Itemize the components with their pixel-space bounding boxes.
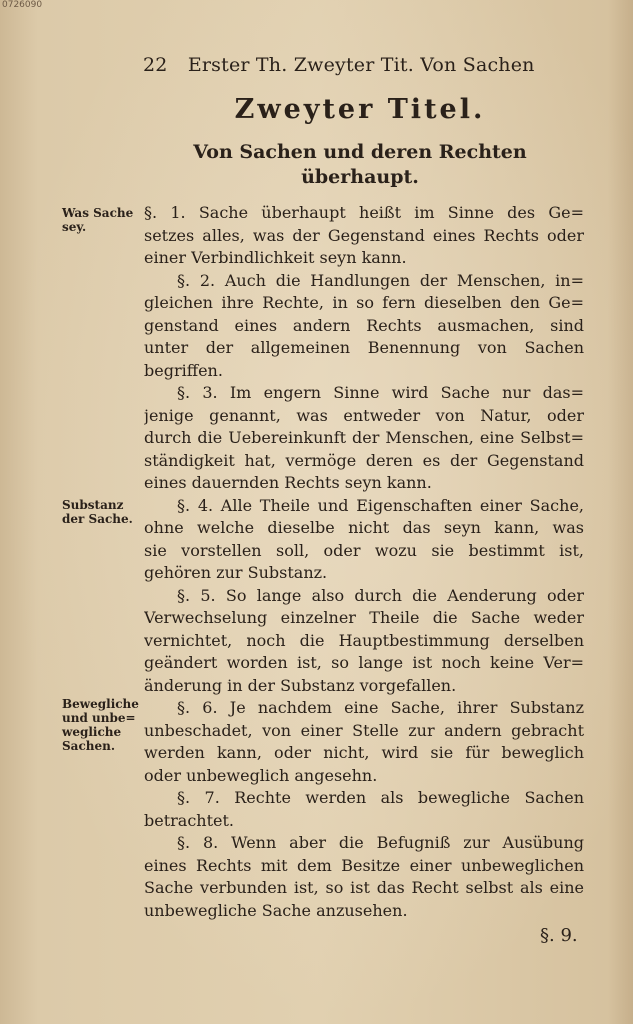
text-line: §. 2. Auch die Handlungen der Menschen, in= xyxy=(177,270,584,290)
side-note-substanz xyxy=(62,498,133,526)
text-line: ständigkeit hat, vermöge deren es der Gegenstand xyxy=(144,450,584,470)
running-title: Erster Th. Zweyter Tit. Von Sachen xyxy=(187,54,535,76)
text-line: änderung in der Substanz vorgefallen. xyxy=(144,675,457,695)
text-line: unter der allgemeinen Benennung von Sachen xyxy=(144,338,584,357)
text-line: setzes alles, was der Gegenstand eines Rechts oder xyxy=(144,225,584,245)
subtitle-line: überhaupt. xyxy=(301,166,419,188)
text-line: oder unbeweglich angesehn. xyxy=(144,765,378,785)
side-note-line: und unbe= xyxy=(62,711,136,725)
body-text xyxy=(144,202,584,922)
text-line: gleichen ihre Rechte, in so fern dieselben den Ge= xyxy=(144,293,584,312)
text-line: gehören zur Substanz. xyxy=(144,563,328,582)
text-line: §. 5. So lange also durch die Aenderung oder xyxy=(177,585,584,605)
text-line: Sache verbunden ist, so ist das Recht selbst als eine xyxy=(144,878,584,897)
text-line: vernichtet, noch die Hauptbestimmung derselben xyxy=(144,630,584,650)
text-line: §. 7. Rechte werden als bewegliche Sachen xyxy=(177,788,584,807)
text-line: jenige genannt, was entweder von Natur, oder xyxy=(144,405,584,425)
text-line: ohne welche dieselbe nicht das seyn kann, was xyxy=(144,518,584,537)
text-line: sie vorstellen soll, oder wozu sie bestimmt ist, xyxy=(144,540,584,560)
text-line: geändert worden ist, so lange ist noch keine Ver= xyxy=(144,653,584,672)
catchword: §. 9. xyxy=(540,925,578,946)
text-line: §. 3. Im engern Sinne wird Sache nur das= xyxy=(177,383,584,402)
chapter-title: Zweyter Titel. xyxy=(234,94,486,125)
side-note-line: wegliche xyxy=(62,725,122,739)
page-number: 22 xyxy=(143,54,168,76)
text-line: betrachtet. xyxy=(144,810,235,830)
text-line: unbewegliche Sache anzusehen. xyxy=(144,900,408,920)
chapter-subtitle xyxy=(160,140,560,190)
text-line: begriffen. xyxy=(144,360,223,380)
side-note-was-sache xyxy=(62,206,133,234)
text-line: durch die Uebereinkunft der Menschen, eine Selbst= xyxy=(144,428,584,447)
text-line: unbeschadet, von einer Stelle zur andern gebracht xyxy=(144,720,584,740)
text-line: werden kann, oder nicht, wird sie für beweglich xyxy=(144,743,584,762)
text-line: einer Verbindlichkeit seyn kann. xyxy=(144,248,407,267)
side-note-line: Sachen. xyxy=(62,739,116,753)
running-header xyxy=(143,54,563,76)
text-line: §. 1. Sache überhaupt heißt im Sinne des Ge= xyxy=(144,203,584,222)
library-stamp: 0726090 xyxy=(2,0,43,10)
text-line: genstand eines andern Rechts ausmachen, sind xyxy=(144,315,584,335)
text-line: §. 4. Alle Theile und Eigenschaften einer Sache, xyxy=(177,495,584,515)
side-note-bewegliche xyxy=(62,697,139,753)
text-line: eines Rechts mit dem Besitze einer unbeweglichen xyxy=(144,855,584,875)
text-line: §. 6. Je nachdem eine Sache, ihrer Substanz xyxy=(177,698,584,717)
side-note-line: Bewegliche xyxy=(62,697,139,711)
text-line: §. 8. Wenn aber die Befugniß zur Ausübung xyxy=(177,833,584,852)
side-note-line: sey. xyxy=(62,220,87,234)
text-line: Verwechselung einzelner Theile die Sache weder xyxy=(144,608,584,627)
side-note-line: Substanz xyxy=(62,498,124,512)
text-line: eines dauernden Rechts seyn kann. xyxy=(144,473,432,492)
side-note-line: Was Sache xyxy=(62,206,134,220)
side-note-line: der Sache. xyxy=(62,512,133,526)
subtitle-line: Von Sachen und deren Rechten xyxy=(193,141,527,163)
